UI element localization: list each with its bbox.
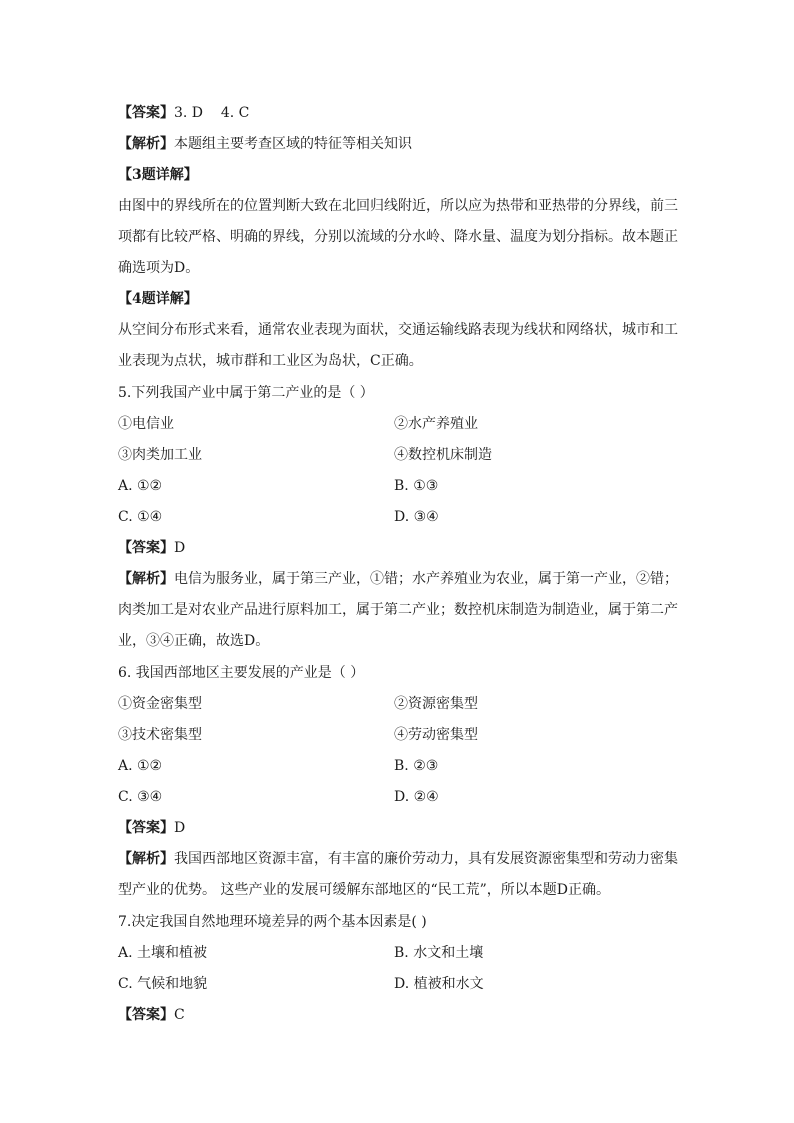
q6-item: ③技术密集型 bbox=[118, 727, 202, 743]
answer-tag: 【答案】 bbox=[118, 105, 174, 121]
q5-option-b: B. ①③ bbox=[394, 478, 439, 494]
q5-item: ①电信业 bbox=[118, 416, 174, 432]
q6-stem: 6. 我国西部地区主要发展的产业是（ ） bbox=[118, 665, 365, 681]
q5-option-c: C. ①④ bbox=[118, 509, 163, 525]
q34-answer-line bbox=[118, 103, 249, 123]
q5-option-a: A. ①② bbox=[118, 478, 163, 494]
answer-tag: 【答案】 bbox=[118, 820, 174, 836]
q5-item: ③肉类加工业 bbox=[118, 447, 202, 463]
q4-detail-line: 业表现为点状，城市群和工业区为岛状，C正确。 bbox=[118, 353, 423, 369]
q34-analysis-line bbox=[118, 134, 412, 154]
q3-detail-tag: 【3题详解】 bbox=[118, 167, 198, 183]
q7-answer-line bbox=[118, 1005, 185, 1025]
q7-stem: 7.决定我国自然地理环境差异的两个基本因素是( ) bbox=[118, 914, 427, 930]
analysis-tag: 【解析】 bbox=[118, 571, 174, 587]
q6-item: ④劳动密集型 bbox=[394, 727, 478, 743]
q6-option-b: B. ②③ bbox=[394, 758, 439, 774]
answer-text: D bbox=[174, 540, 186, 556]
q6-option-d: D. ②④ bbox=[394, 789, 439, 805]
q7-option-c: C. 气候和地貌 bbox=[118, 976, 208, 992]
q6-item: ①资金密集型 bbox=[118, 696, 202, 712]
answer-tag: 【答案】 bbox=[118, 540, 174, 556]
q5-analysis-line: 肉类加工是对农业产品进行原料加工，属于第二产业；数控机床制造为制造业，属于第二产 bbox=[118, 602, 678, 618]
q5-stem: 5.下列我国产业中属于第二产业的是（ ） bbox=[118, 385, 374, 401]
answer-text: C bbox=[174, 1007, 185, 1023]
q5-item: ②水产养殖业 bbox=[394, 416, 478, 432]
q7-option-d: D. 植被和水文 bbox=[394, 976, 484, 992]
q5-analysis-line: 业，③④正确，故选D。 bbox=[118, 633, 270, 649]
q6-analysis-line: 型产业的优势。 这些产业的发展可缓解东部地区的“民工荒”，所以本题D正确。 bbox=[118, 882, 610, 898]
analysis-text: 电信为服务业，属于第三产业，①错；水产养殖业为农业，属于第一产业，②错； bbox=[174, 571, 678, 587]
analysis-tag: 【解析】 bbox=[118, 136, 174, 152]
q3-detail-line: 确选项为D。 bbox=[118, 260, 200, 276]
q5-item: ④数控机床制造 bbox=[394, 447, 492, 463]
q5-analysis-line bbox=[118, 569, 678, 589]
analysis-tag: 【解析】 bbox=[118, 851, 174, 867]
q6-option-a: A. ①② bbox=[118, 758, 163, 774]
analysis-text: 我国西部地区资源丰富，有丰富的廉价劳动力，具有发展资源密集型和劳动力密集 bbox=[174, 851, 678, 867]
answer-text: D bbox=[174, 820, 186, 836]
q4-detail-line: 从空间分布形式来看，通常农业表现为面状，交通运输线路表现为线状和网络状，城市和工 bbox=[118, 322, 678, 338]
q6-analysis-line bbox=[118, 849, 678, 869]
answer-text: 3. D 4. C bbox=[174, 105, 250, 121]
analysis-text: 本题组主要考查区域的特征等相关知识 bbox=[174, 136, 412, 152]
q6-option-c: C. ③④ bbox=[118, 789, 163, 805]
q3-detail-line: 项都有比较严格、明确的界线，分别以流域的分水岭、降水量、温度为划分指标。故本题正 bbox=[118, 229, 678, 245]
answer-tag: 【答案】 bbox=[118, 1007, 174, 1023]
q5-option-d: D. ③④ bbox=[394, 509, 439, 525]
q7-option-a: A. 土壤和植被 bbox=[118, 945, 208, 961]
q7-option-b: B. 水文和土壤 bbox=[394, 945, 484, 961]
q5-answer-line bbox=[118, 538, 185, 558]
q6-item: ②资源密集型 bbox=[394, 696, 478, 712]
q3-detail-line: 由图中的界线所在的位置判断大致在北回归线附近，所以应为热带和亚热带的分界线，前三 bbox=[118, 198, 678, 214]
q6-answer-line bbox=[118, 818, 185, 838]
q4-detail-tag: 【4题详解】 bbox=[118, 291, 198, 307]
